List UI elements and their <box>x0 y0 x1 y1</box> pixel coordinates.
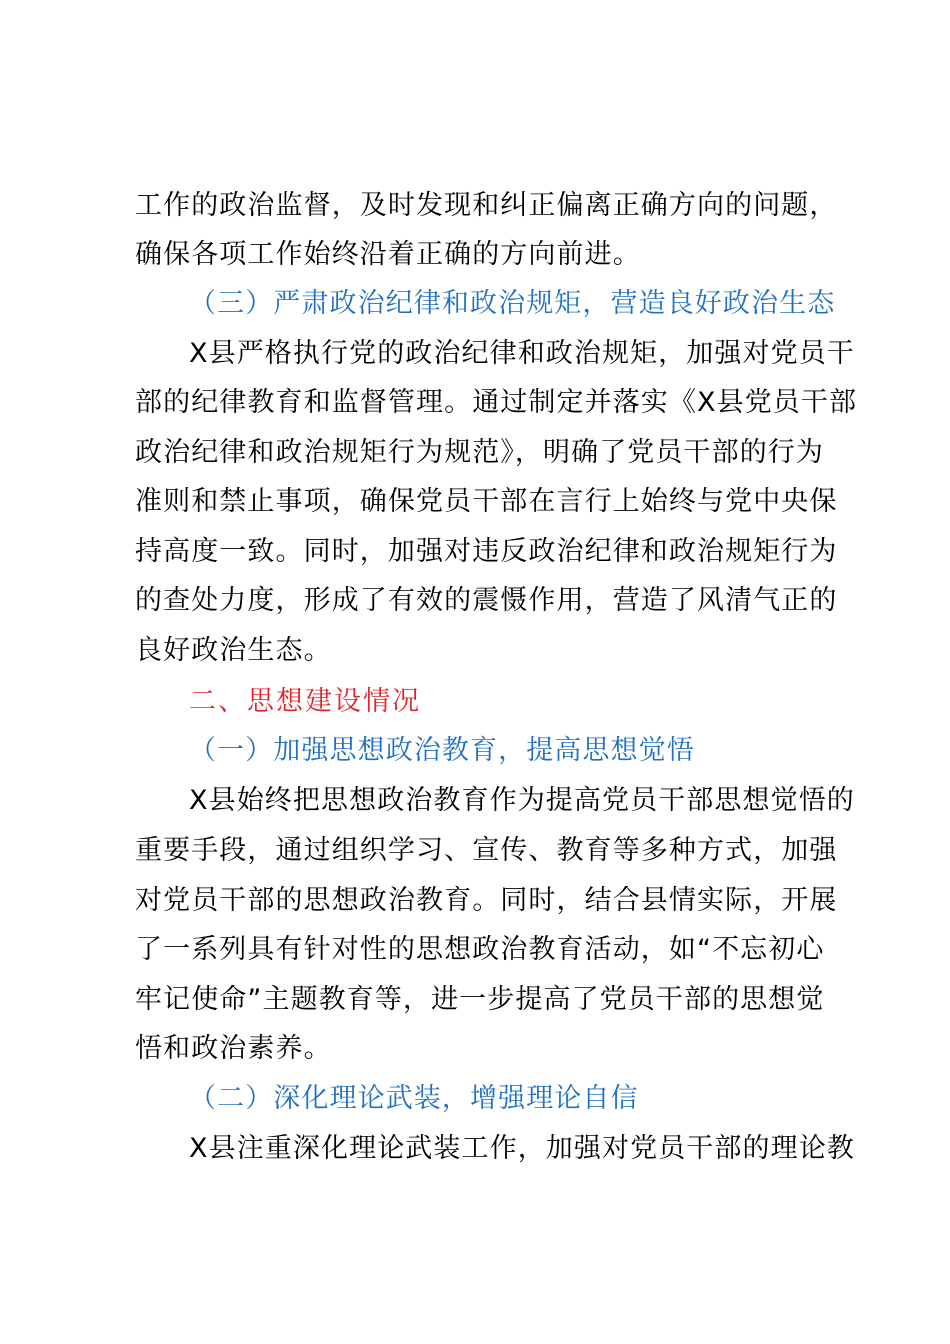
paragraph-line: 确保各项工作始终沿着正确的方向前进。 <box>135 239 641 270</box>
paragraph-line: 政治纪律和政治规矩行为规范》，明确了党员干部的行为 <box>135 437 824 468</box>
paragraph-line: 部的纪律教育和监督管理。通过制定并落实《X县党员干部 <box>135 387 858 418</box>
paragraph-line: X县注重深化理论武装工作，加强对党员干部的理论教 <box>189 1133 855 1164</box>
paragraph-line: 良好政治生态。 <box>135 635 332 666</box>
section-subheading: （一）加强思想政治教育，提高思想觉悟 <box>189 735 695 766</box>
section-heading: 二、思想建设情况 <box>189 686 421 717</box>
paragraph-line: 悟和政治素养。 <box>135 1033 332 1064</box>
paragraph-line: X县严格执行党的政治纪律和政治规矩，加强对党员干 <box>189 338 855 369</box>
paragraph-line: 准则和禁止事项，确保党员干部在言行上始终与党中央保 <box>135 486 838 517</box>
paragraph-line: 工作的政治监督，及时发现和纠正偏离正确方向的问题， <box>135 190 838 221</box>
paragraph-line: 重要手段，通过组织学习、宣传、教育等多种方式，加强 <box>135 835 838 866</box>
paragraph-line: 持高度一致。同时，加强对违反政治纪律和政治规矩行为 <box>135 536 838 567</box>
paragraph-line: 的查处力度，形成了有效的震慑作用，营造了风清气正的 <box>135 585 838 616</box>
section-subheading: （三）严肃政治纪律和政治规矩，营造良好政治生态 <box>189 288 836 319</box>
paragraph-line: 牢记使命”主题教育等，进一步提高了党员干部的思想觉 <box>135 984 825 1015</box>
paragraph-line: 对党员干部的思想政治教育。同时，结合县情实际，开展 <box>135 885 838 916</box>
section-subheading: （二）深化理论武装，增强理论自信 <box>189 1083 639 1114</box>
paragraph-line: X县始终把思想政治教育作为提高党员干部思想觉悟的 <box>189 785 855 816</box>
paragraph-line: 了一系列具有针对性的思想政治教育活动，如“不忘初心 <box>135 934 825 965</box>
